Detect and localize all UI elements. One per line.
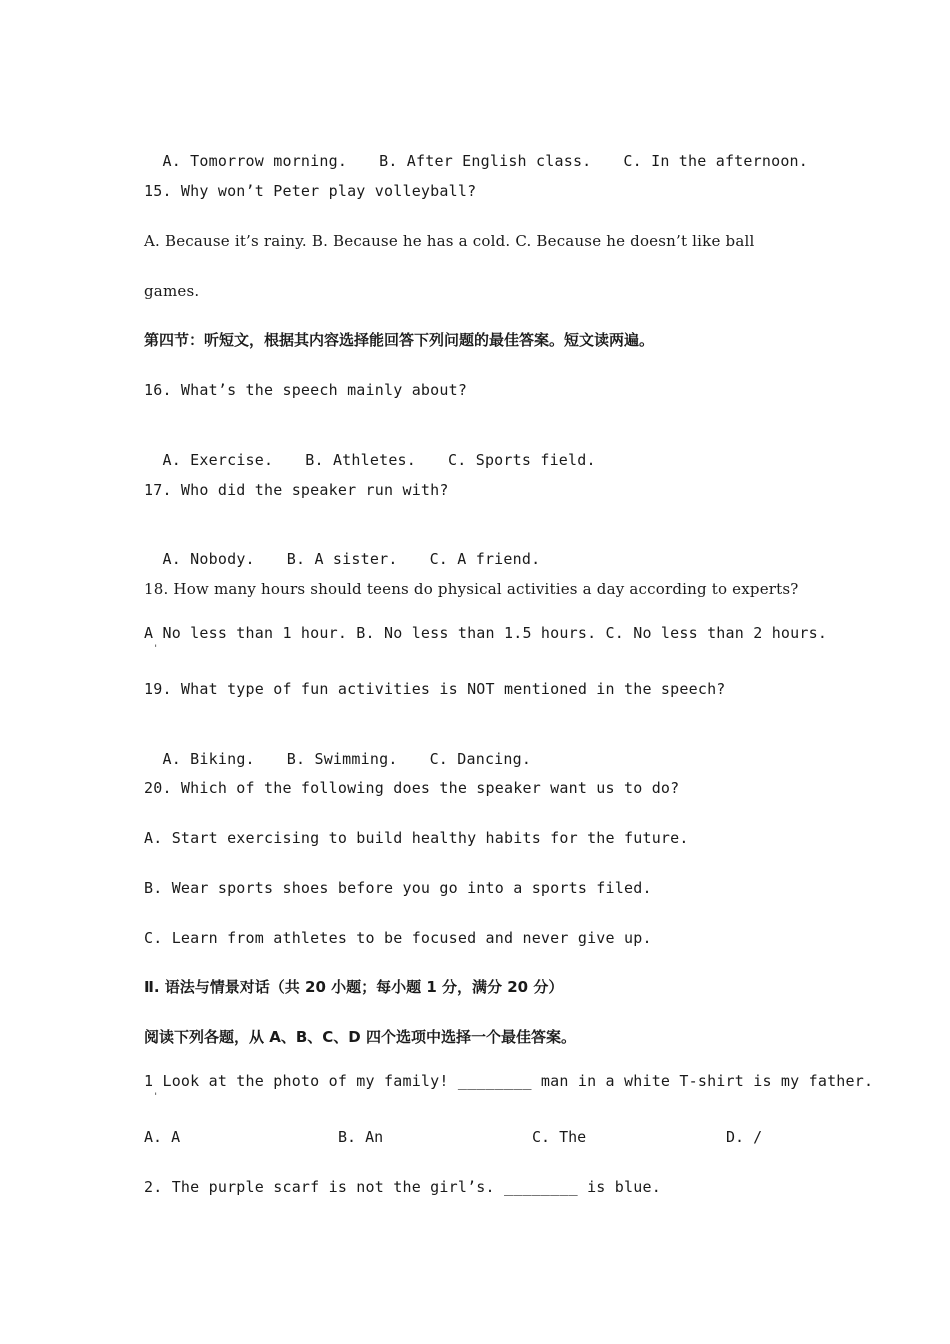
q19-options — [144, 729, 531, 769]
g1-option-c: C. The — [532, 1128, 587, 1146]
q14-option-b: B. After English class. — [379, 152, 592, 170]
q17-question: 17. Who did the speaker run with? — [144, 481, 449, 499]
q14-option-a: A. Tomorrow morning. — [162, 152, 348, 170]
q18-options: A No less than 1 hour. B. No less than 1.5 hours. C. No less than 2 hours. — [144, 624, 828, 642]
q16-option-c: C. Sports field. — [448, 451, 596, 469]
g1-option-a: A. A — [144, 1128, 181, 1146]
g2-question: 2. The purple scarf is not the girl’s. ________ is blue. — [144, 1178, 661, 1196]
q19-question: 19. What type of fun activities is NOT mentioned in the speech? — [144, 680, 726, 698]
q20-question: 20. Which of the following does the speaker want us to do? — [144, 779, 680, 797]
g1-option-d: D. / — [726, 1128, 763, 1146]
q17-option-b: B. A sister. — [286, 550, 398, 568]
part2-instruction: 阅读下列各题，从 A、B、C、D 四个选项中选择一个最佳答案。 — [144, 1028, 576, 1046]
part2-heading: Ⅱ. 语法与情景对话（共 20 小题；每小题 1 分，满分 20 分） — [144, 978, 564, 996]
q15-options-line2: games. — [144, 282, 200, 300]
q17-option-c: C. A friend. — [429, 550, 541, 568]
stray-mark: ' — [153, 644, 159, 654]
q20-option-c: C. Learn from athletes to be focused and never give up. — [144, 929, 652, 947]
g1-option-b: B. An — [338, 1128, 384, 1146]
q15-options-line1: A. Because it’s rainy. B. Because he has a cold. C. Because he doesn’t like ball — [144, 232, 755, 250]
q15-question: 15. Why won’t Peter play volleyball? — [144, 182, 477, 200]
q16-question: 16. What’s the speech mainly about? — [144, 381, 468, 399]
q17-option-a: A. Nobody. — [162, 550, 255, 568]
q16-options — [144, 430, 596, 470]
q14-option-c: C. In the afternoon. — [623, 152, 809, 170]
q16-option-a: A. Exercise. — [162, 451, 274, 469]
q17-options — [144, 529, 540, 569]
q14-options — [144, 131, 808, 171]
stray-mark: ' — [153, 1092, 159, 1102]
g1-question: 1 Look at the photo of my family! ________ man in a white T-shirt is my father. — [144, 1072, 874, 1090]
q19-option-c: C. Dancing. — [429, 750, 532, 768]
section4-heading: 第四节：听短文，根据其内容选择能回答下列问题的最佳答案。短文读两遍。 — [144, 331, 655, 349]
q20-option-b: B. Wear sports shoes before you go into a sports filed. — [144, 879, 652, 897]
q16-option-b: B. Athletes. — [305, 451, 417, 469]
q19-option-b: B. Swimming. — [286, 750, 398, 768]
q18-question: 18. How many hours should teens do physical activities a day according to experts? — [144, 580, 799, 598]
q20-option-a: A. Start exercising to build healthy habits for the future. — [144, 829, 689, 847]
q19-option-a: A. Biking. — [162, 750, 255, 768]
